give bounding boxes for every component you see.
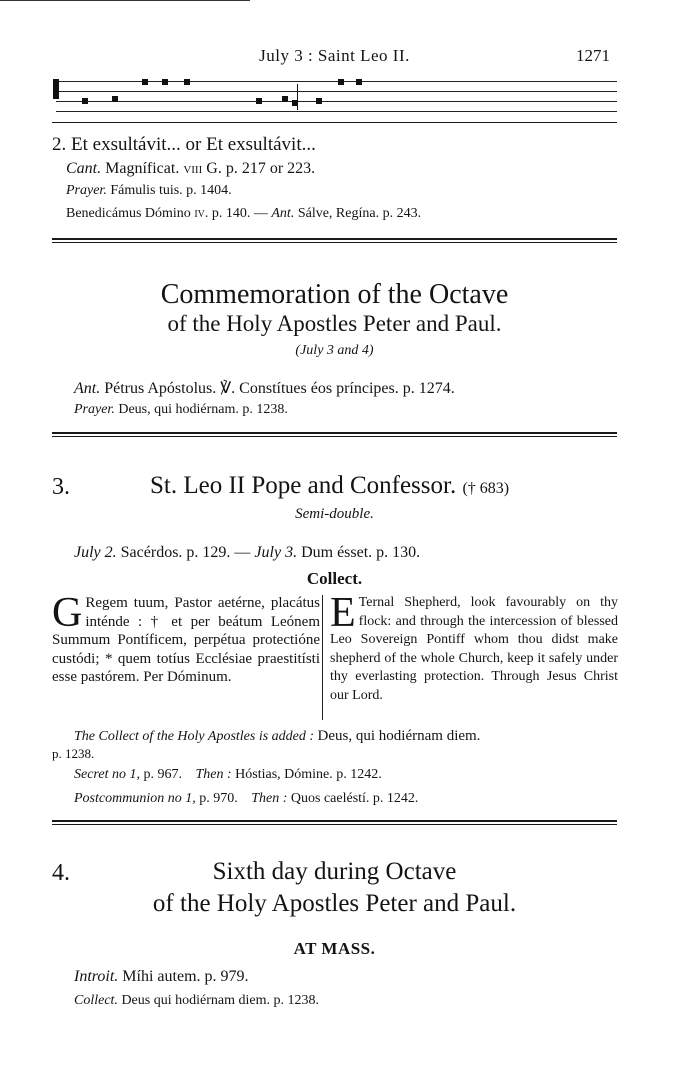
introit-line bbox=[74, 968, 249, 986]
prayer-text: Fámulis tuis. p. 1404. bbox=[110, 183, 232, 198]
section4-collect-line bbox=[74, 993, 319, 1009]
postcommunion-line bbox=[74, 791, 418, 807]
top-edge-rule bbox=[0, 0, 250, 1]
comm-prayer-text: Deus, qui hodiérnam. p. 1238. bbox=[118, 402, 288, 417]
comm-prayer-label: Prayer. bbox=[74, 402, 115, 417]
commemoration-subtitle: of the Holy Apostles Peter and Paul. bbox=[167, 311, 502, 336]
section-divider bbox=[52, 820, 617, 822]
bened-text: Benedicámus Dómino bbox=[66, 206, 191, 221]
latin-dropcap: G bbox=[52, 590, 83, 636]
section-divider-thin bbox=[52, 824, 617, 825]
section3-death: († 683) bbox=[462, 480, 510, 497]
cant-mode: viii G. bbox=[183, 160, 222, 177]
ant-label: Ant. bbox=[271, 206, 295, 221]
postcomm-then: Then : bbox=[251, 791, 288, 806]
added-line bbox=[74, 728, 480, 745]
prayer-label: Prayer. bbox=[66, 183, 107, 198]
cant-ref: p. 217 or 223. bbox=[225, 160, 316, 177]
section3-rank: Semi-double. bbox=[295, 506, 374, 522]
bened-mode: iv. bbox=[194, 206, 209, 221]
mass-heading: AT MASS. bbox=[293, 939, 376, 958]
postcomm-then-text: Quos caeléstí. p. 1242. bbox=[290, 791, 419, 806]
section4-subtitle: of the Holy Apostles Peter and Paul. bbox=[152, 890, 517, 917]
comm-ant-text: Pétrus Apóstolus. ℣. Constítues éos príncipes. p. 1274. bbox=[104, 380, 455, 397]
running-title: July 3 : Saint Leo II. bbox=[259, 46, 410, 65]
section-divider bbox=[52, 432, 617, 434]
added-ref: p. 1238. bbox=[52, 746, 95, 761]
commemoration-title: Commemoration of the Octave bbox=[160, 279, 509, 310]
postcomm-label: Postcommunion no 1, bbox=[74, 791, 196, 806]
commemoration-dates: (July 3 and 4) bbox=[295, 343, 374, 358]
clef-icon bbox=[53, 79, 59, 99]
comm-prayer-line bbox=[74, 402, 288, 418]
section-divider bbox=[52, 238, 617, 240]
section3-title-text: St. Leo II Pope and Confessor. bbox=[150, 472, 457, 499]
section4-collect-text: Deus qui hodiérnam diem. p. 1238. bbox=[121, 993, 319, 1008]
latin-text: Regem tuum, Pastor aetérne, placátus inténde : † et per beátum Leónem Summum Pontíficem, perpétua protectióne custódi; * quem totíus Ecclésiae praestitísti esse pastórem. Per Dóminum. bbox=[52, 595, 320, 685]
postcomm-text: p. 970. bbox=[199, 791, 238, 806]
collect-latin bbox=[52, 590, 320, 687]
secret-then-text: Hóstias, Dómine. p. 1242. bbox=[235, 767, 382, 782]
cant-line bbox=[66, 160, 315, 178]
column-divider bbox=[322, 595, 323, 720]
section3-title bbox=[150, 472, 509, 500]
introit-text: Míhi autem. p. 979. bbox=[122, 968, 249, 985]
chant-intro: 2. Et exsultávit... or Et exsultávit... bbox=[52, 134, 316, 155]
added-text: Deus, qui hodiérnam diem. bbox=[317, 728, 481, 744]
bened-ref: p. 140. — bbox=[211, 206, 268, 221]
july3-label: July 3. bbox=[254, 544, 298, 561]
july3-text: Dum ésset. p. 130. bbox=[301, 544, 421, 561]
benedicamus-line bbox=[66, 206, 421, 222]
introit-label: Introit. bbox=[74, 968, 119, 985]
english-text: Ternal Shepherd, look favourably on thy flock: and through the intercession of blessed Leo Sovereign Pontiff whom thou didst make shepherd of the whole Church, keep it safely under thy everlasting protection. Through Jesus Christ our Lord. bbox=[330, 595, 618, 703]
staff-bottom-rule bbox=[52, 122, 617, 123]
prayer-line bbox=[66, 183, 232, 199]
july2-text: Sacérdos. p. 129. — bbox=[120, 544, 251, 561]
july2-label: July 2. bbox=[74, 544, 117, 561]
cant-label: Cant. bbox=[66, 160, 102, 177]
page-number: 1271 bbox=[576, 46, 610, 65]
comm-ant-label: Ant. bbox=[74, 380, 101, 397]
secret-text: p. 967. bbox=[143, 767, 182, 782]
secret-line bbox=[74, 767, 382, 783]
collect-english bbox=[330, 590, 618, 705]
section4-number: 4. bbox=[52, 860, 70, 886]
added-label: The Collect of the Holy Apostles is added : bbox=[74, 729, 315, 744]
english-dropcap: E bbox=[330, 590, 356, 636]
section4-title: Sixth day during Octave bbox=[212, 858, 457, 885]
section-divider-thin bbox=[52, 436, 617, 437]
section4-collect-label: Collect. bbox=[74, 993, 118, 1008]
cant-text: Magníficat. bbox=[105, 160, 180, 177]
section3-number: 3. bbox=[52, 474, 70, 500]
ant-text: Sálve, Regína. p. 243. bbox=[297, 206, 422, 221]
section3-propers bbox=[74, 544, 420, 562]
section-divider-thin bbox=[52, 242, 617, 243]
secret-label: Secret no 1, bbox=[74, 767, 140, 782]
secret-then: Then : bbox=[195, 767, 232, 782]
comm-ant-line bbox=[74, 378, 455, 398]
collect-heading: Collect. bbox=[306, 569, 363, 588]
